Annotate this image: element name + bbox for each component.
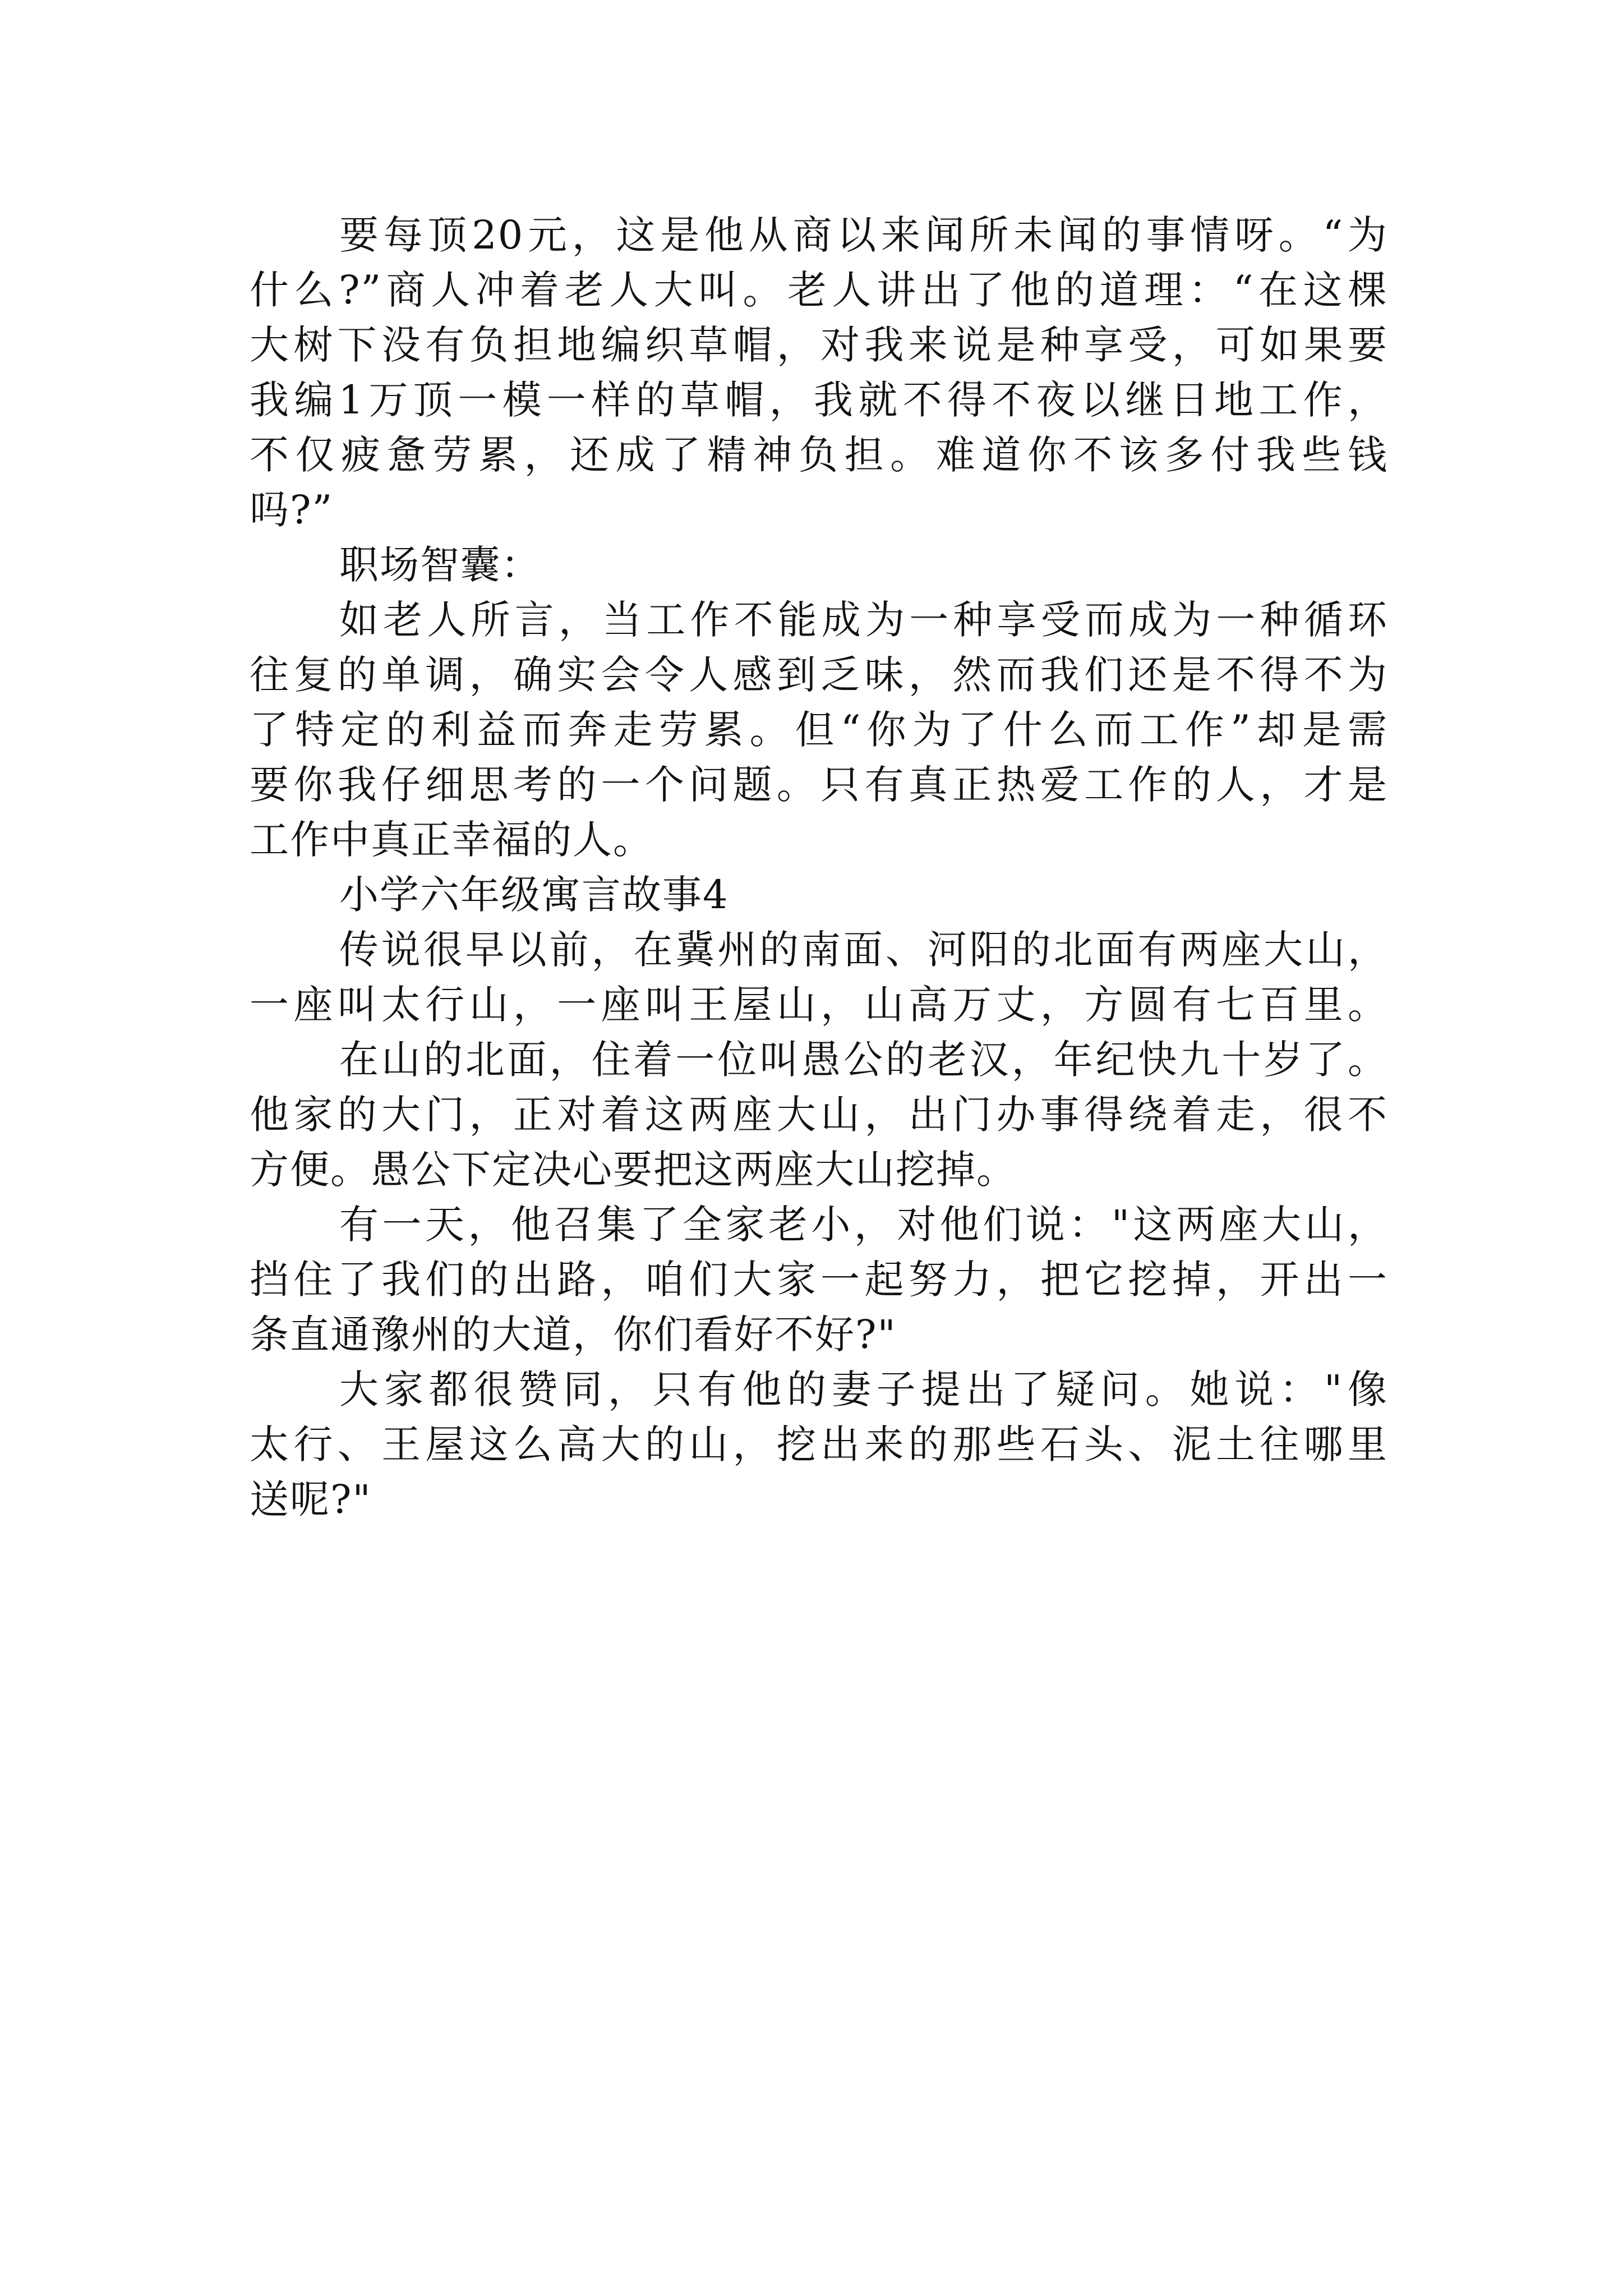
text-line: 条直通豫州的大道，你们看好不好?" xyxy=(250,1312,897,1358)
text-line: 方便。愚公下定决心要把这两座大山挖掉。 xyxy=(250,1147,1017,1193)
text-line: 工作中真正幸福的人。 xyxy=(250,817,653,863)
text-line: 如老人所言，当工作不能成为一种享受而成为一种循环 xyxy=(339,597,1388,643)
text-line: 挡住了我们的出路，咱们大家一起努力，把它挖掉，开出一 xyxy=(250,1257,1388,1303)
text-line: 要每顶20元，这是他从商以来闻所未闻的事情呀。“为 xyxy=(339,212,1388,258)
text-line: 在山的北面，住着一位叫愚公的老汉，年纪快九十岁了。 xyxy=(339,1037,1388,1083)
text-line: 职场智囊： xyxy=(339,542,541,588)
text-line: 什么?”商人冲着老人大叫。老人讲出了他的道理：“在这棵 xyxy=(250,267,1388,313)
text-line: 送呢?" xyxy=(250,1476,372,1522)
text-line: 太行、王屋这么高大的山，挖出来的那些石头、泥土往哪里 xyxy=(250,1421,1388,1467)
document-body xyxy=(250,208,1388,1527)
text-line: 他家的大门，正对着这两座大山，出门办事得绕着走，很不 xyxy=(250,1092,1388,1138)
text-line: 我编1万顶一模一样的草帽，我就不得不夜以继日地工作， xyxy=(250,377,1388,423)
text-line: 有一天，他召集了全家老小，对他们说："这两座大山， xyxy=(339,1202,1388,1248)
text-line: 小学六年级寓言故事4 xyxy=(339,872,729,918)
text-line: 了特定的利益而奔走劳累。但“你为了什么而工作”却是需 xyxy=(250,707,1388,753)
text-line: 不仅疲惫劳累，还成了精神负担。难道你不该多付我些钱 xyxy=(250,432,1388,478)
text-line: 大家都很赞同，只有他的妻子提出了疑问。她说："像 xyxy=(339,1366,1388,1412)
text-line: 往复的单调，确实会令人感到乏味，然而我们还是不得不为 xyxy=(250,652,1388,698)
text-line: 吗?” xyxy=(250,487,334,533)
text-line: 要你我仔细思考的一个问题。只有真正热爱工作的人，才是 xyxy=(250,762,1388,808)
text-line: 一座叫太行山，一座叫王屋山，山高万丈，方圆有七百里。 xyxy=(250,982,1388,1028)
text-line: 传说很早以前，在冀州的南面、河阳的北面有两座大山， xyxy=(339,927,1388,973)
text-line: 大树下没有负担地编织草帽，对我来说是种享受，可如果要 xyxy=(250,322,1388,368)
